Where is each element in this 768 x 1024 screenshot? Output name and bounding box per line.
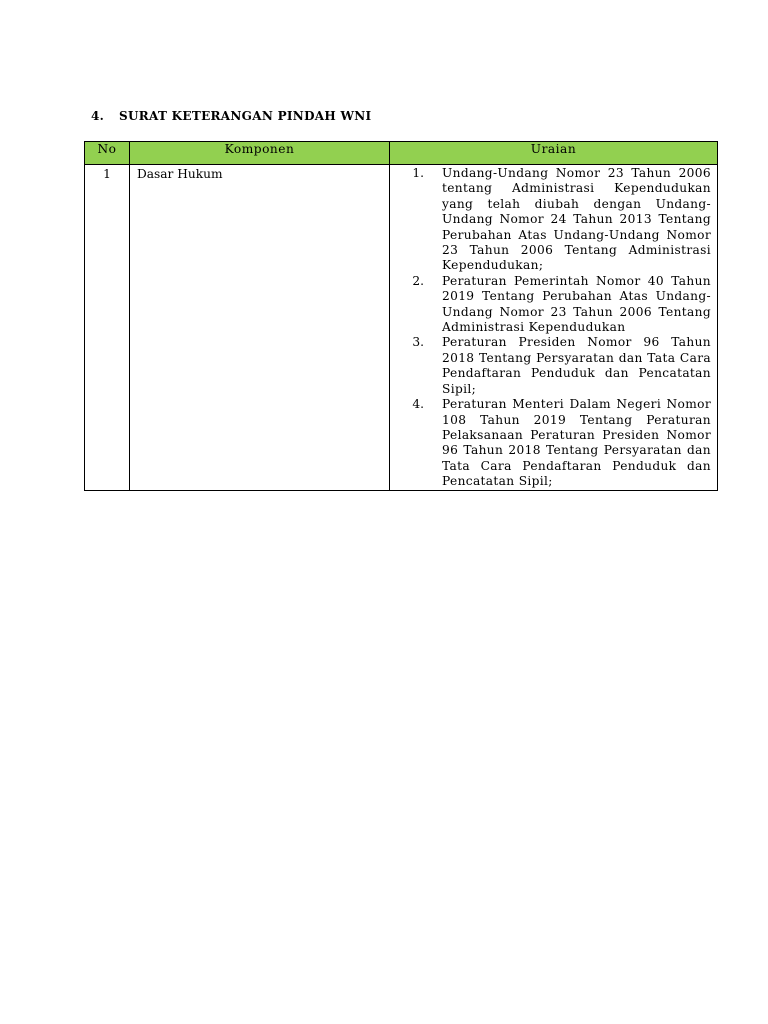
column-header-komponen: Komponen (130, 142, 390, 165)
legal-basis-list (398, 166, 711, 490)
column-header-no: No (85, 142, 130, 165)
section-title: SURAT KETERANGAN PINDAH WNI (119, 109, 372, 123)
list-item-text: Undang-Undang Nomor 23 Tahun 2006 tentang Administrasi Kependudukan yang telah diubah dengan Undang-Undang Nomor 24 Tahun 2013 Tentang Perubahan Atas Undang-Undang Nomor 23 Tahun 2006 Tentang Administrasi Kependudukan; (442, 166, 711, 273)
list-item-number: 3. (412, 335, 424, 350)
table-row (85, 165, 718, 491)
table-header-row (85, 142, 718, 165)
cell-uraian (390, 165, 718, 491)
list-item-text: Peraturan Presiden Nomor 96 Tahun 2018 Tentang Persyaratan dan Tata Cara Pendaftaran Penduduk dan Pencatatan Sipil; (442, 335, 711, 396)
section-heading (91, 109, 371, 123)
table-header (85, 142, 718, 165)
list-item (398, 335, 711, 397)
table-body (85, 165, 718, 491)
cell-no: 1 (85, 165, 130, 491)
section-number: 4. (91, 109, 105, 123)
list-item (398, 274, 711, 336)
list-item-text: Peraturan Pemerintah Nomor 40 Tahun 2019 Tentang Perubahan Atas Undang-Undang Nomor 23 Tahun 2006 Tentang Administrasi Kependudukan (442, 273, 711, 335)
list-item-number: 2. (412, 273, 424, 288)
list-item (398, 166, 711, 274)
list-item-number: 4. (412, 397, 424, 412)
requirements-table (84, 141, 718, 491)
cell-komponen: Dasar Hukum (130, 165, 390, 491)
list-item-text: Peraturan Menteri Dalam Negeri Nomor 108 Tahun 2019 Tentang Peraturan Pelaksanaan Peraturan Presiden Nomor 96 Tahun 2018 Tentang Persyaratan dan Tata Cara Pendaftaran Penduduk dan Pencatatan Sipil; (442, 397, 711, 489)
column-header-uraian: Uraian (390, 142, 718, 165)
list-item (398, 397, 711, 489)
list-item-number: 1. (412, 166, 424, 180)
